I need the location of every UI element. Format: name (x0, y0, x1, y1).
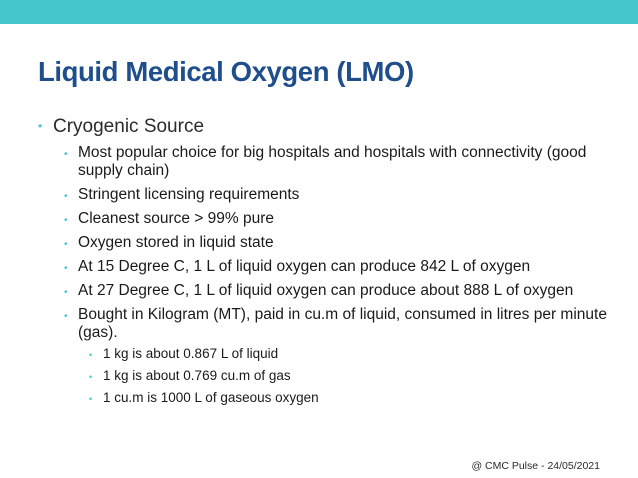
bullet-level2-text: Most popular choice for big hospitals and hospitals with connectivity (good supply chain) (78, 144, 587, 179)
bullet-icon: • (64, 311, 68, 322)
bullet-level2-item (58, 282, 608, 300)
slide-footer: @ CMC Pulse - 24/05/2021 (471, 460, 600, 472)
bullet-level2-item (58, 210, 608, 228)
bullet-level2-text: Cleanest source > 99% pure (78, 210, 275, 227)
bullet-level1-text: Cryogenic Source (53, 116, 205, 137)
bullet-level2-item (58, 144, 608, 180)
bullet-sublist (53, 144, 618, 406)
bullet-level2-item (58, 258, 608, 276)
bullet-icon: • (64, 149, 68, 160)
top-accent-bar (0, 0, 638, 24)
bullet-level2-text: At 15 Degree C, 1 L of liquid oxygen can produce 842 L of oxygen (78, 258, 531, 275)
bullet-level2-text: At 27 Degree C, 1 L of liquid oxygen can produce about 888 L of oxygen (78, 282, 574, 299)
bullet-level2-text: Bought in Kilogram (MT), paid in cu.m of liquid, consumed in litres per minute (gas). (78, 306, 607, 341)
bullet-icon: • (64, 191, 68, 202)
bullet-icon: • (89, 394, 93, 404)
bullet-icon: • (89, 350, 93, 360)
bullet-level3-text: 1 cu.m is 1000 L of gaseous oxygen (103, 390, 319, 405)
bullet-icon: • (89, 372, 93, 382)
bullet-icon: • (64, 215, 68, 226)
bullet-level2-text: Stringent licensing requirements (78, 186, 300, 203)
bullet-icon: • (64, 263, 68, 274)
bullet-icon: • (64, 239, 68, 250)
bullet-subsublist (78, 345, 608, 406)
bullet-icon: • (38, 119, 43, 133)
bullet-level3-text: 1 kg is about 0.867 L of liquid (103, 346, 279, 361)
bullet-list (38, 115, 618, 412)
bullet-level3-item (83, 389, 608, 406)
bullet-level2-item (58, 234, 608, 252)
bullet-level2-item (58, 186, 608, 204)
slide-title: Liquid Medical Oxygen (LMO) (38, 56, 414, 87)
bullet-level3-item (83, 345, 608, 362)
bullet-level3-text: 1 kg is about 0.769 cu.m of gas (103, 368, 291, 383)
bullet-level2-item (58, 306, 608, 406)
bullet-level1-item (38, 115, 618, 406)
bullet-level2-text: Oxygen stored in liquid state (78, 234, 274, 251)
bullet-icon: • (64, 287, 68, 298)
bullet-level3-item (83, 367, 608, 384)
